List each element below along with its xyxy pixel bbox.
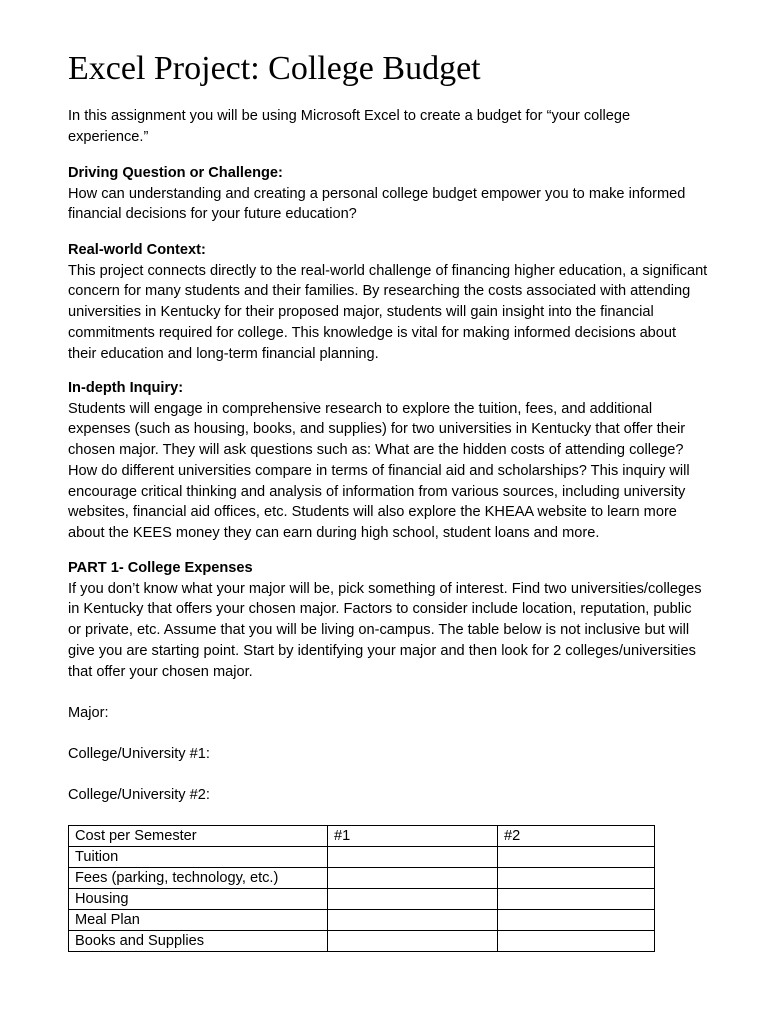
table-cell-college1[interactable]: [328, 910, 498, 931]
section-part1-college-expenses: [68, 558, 708, 682]
section-body: Students will engage in comprehensive research to explore the tuition, fees, and additional expenses (such as housing, books, and supplies) for two universities in Kentucky that offer their chosen major. They will ask questions such as: What are the hidden costs of attending college? How do different universities compare in terms of financial aid and scholarships? This inquiry will encourage critical thinking and analysis of information from various sources, including university websites, financial aid offices, etc. Students will also explore the KHEAA website to learn more about the KEES money they can earn during high school, student loans and more.: [68, 400, 690, 541]
table-cell-college1[interactable]: [328, 868, 498, 889]
section-heading: In-depth Inquiry:: [68, 380, 184, 396]
section-real-world-context: [68, 240, 708, 364]
cost-table: [68, 825, 655, 952]
table-header-cell: #2: [498, 826, 655, 847]
table-cell-college1[interactable]: [328, 847, 498, 868]
table-cell-label: Tuition: [69, 847, 328, 868]
section-body: This project connects directly to the real-world challenge of financing higher education, a significant concern for many students and their families. By researching the costs associated with attending universities in Kentucky for their proposed major, students will gain insight into the financial commitments required for college. This knowledge is vital for making informed decisions about their education and long-term financial planning.: [68, 262, 708, 362]
college2-field-label: College/University #2:: [68, 787, 210, 803]
table-cell-label: Books and Supplies: [69, 931, 328, 952]
section-body: How can understanding and creating a personal college budget empower you to make informed financial decisions for your future education?: [68, 185, 686, 223]
table-cell-label: Housing: [69, 889, 328, 910]
table-header-cell: #1: [328, 826, 498, 847]
section-driving-question: [68, 163, 708, 225]
table-row: [69, 889, 655, 910]
table-header-row: [69, 826, 655, 847]
table-row: [69, 868, 655, 889]
page-title: Excel Project: College Budget: [68, 50, 481, 87]
major-field-label: Major:: [68, 705, 109, 721]
table-row: [69, 931, 655, 952]
table-cell-college2[interactable]: [498, 910, 655, 931]
intro-paragraph: [68, 106, 708, 147]
table-cell-label: Fees (parking, technology, etc.): [69, 868, 328, 889]
college1-field-label: College/University #1:: [68, 746, 210, 762]
table-cell-college1[interactable]: [328, 931, 498, 952]
table-row: [69, 847, 655, 868]
table-row: [69, 910, 655, 931]
section-heading: PART 1- College Expenses: [68, 560, 253, 576]
table-cell-label: Meal Plan: [69, 910, 328, 931]
intro-text: In this assignment you will be using Microsoft Excel to create a budget for “your college experience.”: [68, 108, 631, 145]
table-cell-college1[interactable]: [328, 889, 498, 910]
table-cell-college2[interactable]: [498, 931, 655, 952]
table-cell-college2[interactable]: [498, 868, 655, 889]
section-heading: Real-world Context:: [68, 242, 206, 258]
table-cell-college2[interactable]: [498, 889, 655, 910]
section-body: If you don’t know what your major will be, pick something of interest. Find two universities/colleges in Kentucky that offers your chosen major. Factors to consider include location, reputation, public or private, etc. Assume that you will be living on-campus. The table below is not inclusive but will give you are starting point. Start by identifying your major and then look for 2 colleges/universities that offer your chosen major.: [68, 580, 702, 680]
table-cell-college2[interactable]: [498, 847, 655, 868]
section-in-depth-inquiry: [68, 378, 708, 544]
table-header-cell: Cost per Semester: [69, 826, 328, 847]
section-heading: Driving Question or Challenge:: [68, 165, 283, 181]
